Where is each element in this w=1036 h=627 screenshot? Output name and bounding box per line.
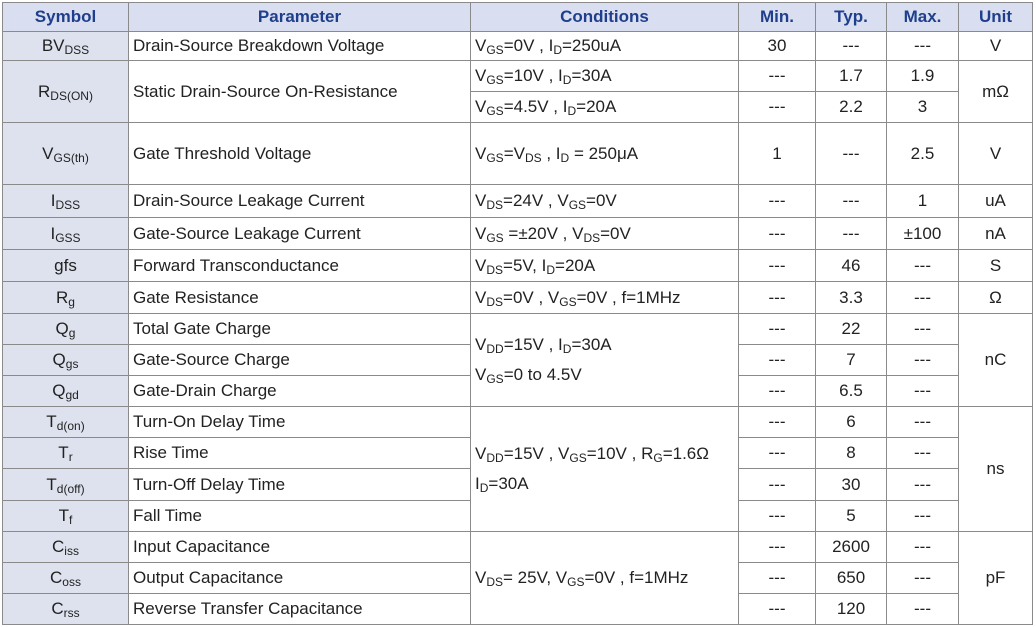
symbol-sub: iss (64, 544, 79, 558)
typ-cell: --- (816, 123, 887, 185)
symbol-main: C (52, 537, 65, 556)
typ-cell: --- (816, 32, 887, 61)
unit-cell: Ω (959, 282, 1033, 314)
max-cell: --- (887, 314, 959, 345)
header-symbol: Symbol (3, 3, 129, 32)
symbol-cell (3, 314, 129, 345)
min-cell: --- (739, 185, 816, 218)
symbol-cell (3, 563, 129, 594)
unit-cell: nC (959, 314, 1033, 407)
min-cell: --- (739, 501, 816, 532)
max-cell: --- (887, 282, 959, 314)
min-cell: --- (739, 314, 816, 345)
max-cell: --- (887, 376, 959, 407)
symbol-cell (3, 594, 129, 625)
unit-cell: S (959, 250, 1033, 282)
parameter-cell: Input Capacitance (129, 532, 471, 563)
parameter-cell: Gate Resistance (129, 282, 471, 314)
symbol-cell (3, 532, 129, 563)
typ-cell: 46 (816, 250, 887, 282)
table-row (3, 218, 1033, 250)
min-cell: 1 (739, 123, 816, 185)
typ-cell: 8 (816, 438, 887, 469)
parameter-cell: Static Drain-Source On-Resistance (129, 61, 471, 123)
symbol-main: gfs (54, 255, 77, 275)
header-min: Min. (739, 3, 816, 32)
min-cell: --- (739, 92, 816, 123)
max-cell: 1 (887, 185, 959, 218)
max-cell: 1.9 (887, 61, 959, 92)
table-row (3, 282, 1033, 314)
min-cell: --- (739, 282, 816, 314)
table-row (3, 185, 1033, 218)
symbol-main: I (50, 223, 56, 243)
conditions-cell: $V_{DS}=5V$, $I_D=20A$ (471, 250, 739, 282)
max-cell: 2.5 (887, 123, 959, 185)
symbol-main: BV (41, 36, 65, 55)
symbol-main: Q (52, 381, 66, 400)
parameter-cell: Turn-On Delay Time (129, 407, 471, 438)
conditions-cell: $V_{DS}=24V$ , $V_{GS}=0V$ (471, 185, 739, 218)
min-cell: --- (739, 407, 816, 438)
unit-cell: V (959, 123, 1033, 185)
symbol-main: R (38, 81, 51, 101)
typ-cell: 120 (816, 594, 887, 625)
symbol-sub: r (68, 450, 73, 464)
max-cell: --- (887, 469, 959, 501)
typ-cell: 7 (816, 345, 887, 376)
conditions-cell: $V_{GS}=4.5V$ , $I_D=20A$ (471, 92, 739, 123)
parameter-cell: Rise Time (129, 438, 471, 469)
symbol-main: V (42, 143, 54, 163)
parameter-cell: Gate Threshold Voltage (129, 123, 471, 185)
symbol-cell (3, 501, 129, 532)
min-cell: --- (739, 218, 816, 250)
parameter-cell: Total Gate Charge (129, 314, 471, 345)
conditions-cell: $V_{DD}=15V$ , $I_D=30A$ $V_{GS}=0$ to 4.5V (471, 314, 739, 407)
symbol-main: T (46, 412, 57, 431)
unit-cell: nA (959, 218, 1033, 250)
symbol-main: Q (52, 350, 66, 369)
symbol-sub: DSS (55, 198, 81, 212)
symbol-cell (3, 218, 129, 250)
min-cell: --- (739, 563, 816, 594)
symbol-main: Q (55, 319, 69, 338)
max-cell: --- (887, 438, 959, 469)
symbol-cell (3, 185, 129, 218)
symbol-sub: DS(ON) (50, 88, 93, 103)
symbol-cell (3, 469, 129, 501)
symbol-sub: gs (65, 357, 79, 371)
symbol-cell (3, 32, 129, 61)
table-row (3, 314, 1033, 345)
typ-cell: 650 (816, 563, 887, 594)
table-row (3, 32, 1033, 61)
typ-cell: 22 (816, 314, 887, 345)
table-row (3, 532, 1033, 563)
symbol-main: T (58, 506, 70, 525)
min-cell: --- (739, 61, 816, 92)
parameter-cell: Turn-Off Delay Time (129, 469, 471, 501)
symbol-sub: oss (62, 575, 81, 589)
header-typ: Typ. (816, 3, 887, 32)
parameter-cell: Reverse Transfer Capacitance (129, 594, 471, 625)
electrical-characteristics-table (2, 2, 1033, 625)
conditions-cell: $V_{GS} =\pm 20V$ , $V_{DS}=0V$ (471, 218, 739, 250)
max-cell: 3 (887, 92, 959, 123)
symbol-cell (3, 250, 129, 282)
symbol-main: T (58, 443, 69, 462)
typ-cell: --- (816, 218, 887, 250)
parameter-cell: Gate-Source Charge (129, 345, 471, 376)
parameter-cell: Drain-Source Breakdown Voltage (129, 32, 471, 61)
header-conditions: Conditions (471, 3, 739, 32)
header-parameter: Parameter (129, 3, 471, 32)
table-row (3, 123, 1033, 185)
typ-cell: 1.7 (816, 61, 887, 92)
symbol-sub: d(off) (56, 481, 85, 496)
parameter-cell: Drain-Source Leakage Current (129, 185, 471, 218)
conditions-cell: $V_{DS}=0V$ , $V_{GS}=0V$ , f=1MHz (471, 282, 739, 314)
typ-cell: 5 (816, 501, 887, 532)
symbol-sub: rss (63, 606, 80, 620)
conditions-cell: $V_{DS}= 25V$, $V_{GS}=0V$ , f=1MHz (471, 532, 739, 625)
min-cell: --- (739, 594, 816, 625)
parameter-cell: Fall Time (129, 501, 471, 532)
min-cell: --- (739, 250, 816, 282)
header-row (3, 3, 1033, 32)
symbol-sub: gd (65, 388, 79, 402)
symbol-cell (3, 376, 129, 407)
max-cell: --- (887, 594, 959, 625)
table-row (3, 407, 1033, 438)
min-cell: --- (739, 532, 816, 563)
symbol-cell (3, 438, 129, 469)
symbol-sub: DSS (64, 43, 90, 57)
table-row (3, 250, 1033, 282)
min-cell: --- (739, 376, 816, 407)
min-cell: --- (739, 438, 816, 469)
unit-cell: V (959, 32, 1033, 61)
header-unit: Unit (959, 3, 1033, 32)
parameter-cell: Output Capacitance (129, 563, 471, 594)
symbol-sub: g (68, 294, 75, 309)
max-cell: --- (887, 532, 959, 563)
max-cell: --- (887, 563, 959, 594)
unit-cell: uA (959, 185, 1033, 218)
symbol-cell (3, 61, 129, 123)
typ-cell: 2.2 (816, 92, 887, 123)
max-cell: --- (887, 32, 959, 61)
conditions-cell: $V_{GS}=0V$ , $I_D=250uA$ (471, 32, 739, 61)
symbol-sub: d(on) (56, 419, 85, 433)
max-cell: --- (887, 407, 959, 438)
conditions-cell: $V_{GS}=10V$ , $I_D=30A$ (471, 61, 739, 92)
conditions-cell: $V_{GS}=V_{DS}$ , $I_D = 250\mu A$ (471, 123, 739, 185)
symbol-main: I (50, 191, 56, 210)
parameter-cell: Gate-Source Leakage Current (129, 218, 471, 250)
max-cell: ±100 (887, 218, 959, 250)
conditions-cell: $V_{DD}=15V$ , $V_{GS}=10V$ , $R_G=1.6\Omega$ $I_D=30A$ (471, 407, 739, 532)
typ-cell: 30 (816, 469, 887, 501)
symbol-cell (3, 407, 129, 438)
symbol-cell (3, 123, 129, 185)
unit-cell: mΩ (959, 61, 1033, 123)
typ-cell: 6 (816, 407, 887, 438)
symbol-sub: GS(th) (53, 150, 89, 165)
min-cell: --- (739, 469, 816, 501)
symbol-main: T (46, 474, 57, 494)
symbol-main: R (56, 287, 69, 307)
unit-cell: pF (959, 532, 1033, 625)
symbol-cell (3, 345, 129, 376)
symbol-main: C (51, 599, 64, 618)
max-cell: --- (887, 345, 959, 376)
symbol-sub: f (69, 513, 73, 527)
typ-cell: 6.5 (816, 376, 887, 407)
symbol-sub: GSS (55, 230, 81, 245)
symbol-main: C (50, 568, 63, 587)
symbol-sub: g (68, 326, 76, 340)
max-cell: --- (887, 501, 959, 532)
min-cell: 30 (739, 32, 816, 61)
table-row (3, 61, 1033, 92)
typ-cell: 2600 (816, 532, 887, 563)
typ-cell: --- (816, 185, 887, 218)
max-cell: --- (887, 250, 959, 282)
header-max: Max. (887, 3, 959, 32)
unit-cell: ns (959, 407, 1033, 532)
symbol-cell (3, 282, 129, 314)
typ-cell: 3.3 (816, 282, 887, 314)
parameter-cell: Gate-Drain Charge (129, 376, 471, 407)
min-cell: --- (739, 345, 816, 376)
parameter-cell: Forward Transconductance (129, 250, 471, 282)
